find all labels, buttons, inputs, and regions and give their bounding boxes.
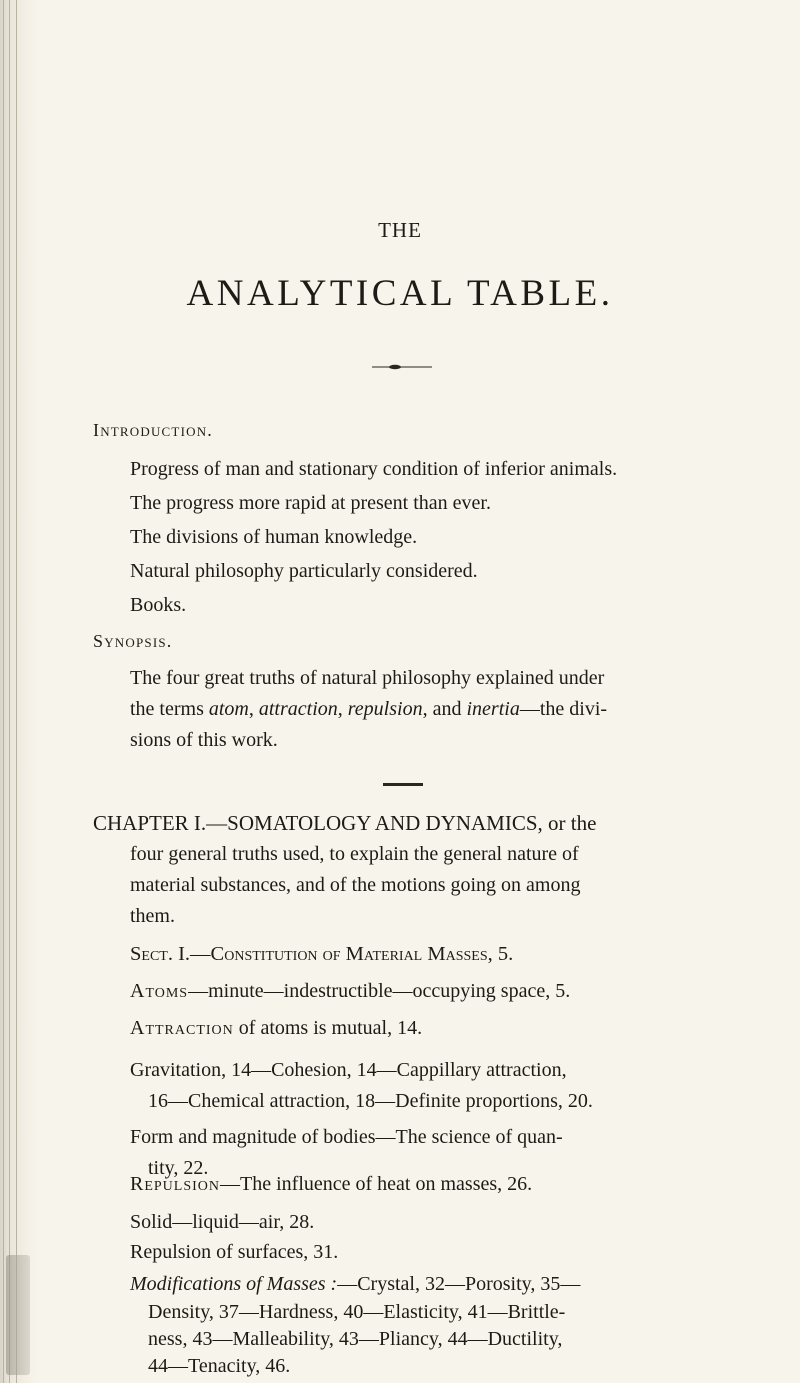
synopsis-line: the terms atom, attraction, repulsion, and inertia—the divi- bbox=[130, 698, 608, 720]
section-heading: Sect. I.—Constitution of Material Masses, 5. bbox=[130, 943, 514, 965]
gravitation-line: Gravitation, 14—Cohesion, 14—Cappillary attraction, bbox=[130, 1059, 567, 1081]
chapter-title: CHAPTER I.—SOMATOLOGY AND DYNAMICS, or the bbox=[93, 811, 597, 835]
chapter-line: them. bbox=[130, 905, 175, 927]
binding-shadow bbox=[6, 1255, 30, 1375]
introduction-item: The divisions of human knowledge. bbox=[130, 526, 418, 548]
solid-line: Solid—liquid—air, 28. bbox=[130, 1211, 315, 1233]
term-repulsion: repulsion bbox=[347, 698, 423, 720]
synopsis-heading: Synopsis. bbox=[93, 631, 173, 651]
gravitation-line: 16—Chemical attraction, 18—Definite proportions, 20. bbox=[148, 1090, 593, 1112]
attraction-entry: Attraction of atoms is mutual, 14. bbox=[130, 1017, 423, 1039]
page-edge-line bbox=[3, 0, 4, 1383]
modifications-line: 44—Tenacity, 46. bbox=[148, 1355, 291, 1377]
page-edge-line bbox=[16, 0, 17, 1383]
modifications-line: Density, 37—Hardness, 40—Elasticity, 41—Brittle- bbox=[148, 1301, 566, 1323]
atoms-entry: Atoms—minute—indestructible—occupying space, 5. bbox=[130, 980, 571, 1002]
synopsis-line: sions of this work. bbox=[130, 729, 278, 751]
page-gutter bbox=[0, 0, 38, 1383]
introduction-item: The progress more rapid at present than ever. bbox=[130, 492, 491, 514]
repulsion-entry: Repulsion—The influence of heat on masses, 26. bbox=[130, 1173, 533, 1195]
introduction-item: Progress of man and stationary condition of inferior animals. bbox=[130, 458, 618, 480]
chapter-line: four general truths used, to explain the general nature of bbox=[130, 843, 579, 865]
surfaces-line: Repulsion of surfaces, 31. bbox=[130, 1241, 339, 1263]
chapter-line: material substances, and of the motions going on among bbox=[130, 874, 581, 896]
modifications-line: ness, 43—Malleability, 43—Pliancy, 44—Ductility, bbox=[148, 1328, 563, 1350]
running-head: THE bbox=[378, 218, 422, 242]
form-line: tity, 22. bbox=[148, 1157, 209, 1179]
introduction-item: Natural philosophy particularly considered. bbox=[130, 560, 478, 582]
modifications-label: Modifications of Masses : bbox=[130, 1273, 338, 1295]
page-edge-line bbox=[9, 0, 10, 1383]
introduction-heading: Introduction. bbox=[93, 420, 213, 440]
form-line: Form and magnitude of bodies—The science of quan- bbox=[130, 1126, 563, 1148]
introduction-item: Books. bbox=[130, 594, 187, 616]
ornament-divider bbox=[372, 363, 432, 371]
section-rule bbox=[383, 783, 423, 786]
term-attraction: attraction bbox=[258, 698, 338, 720]
synopsis-line: The four great truths of natural philosophy explained under bbox=[130, 667, 605, 689]
term-inertia: inertia bbox=[466, 698, 520, 720]
page-title: ANALYTICAL TABLE. bbox=[186, 273, 614, 314]
modifications-line: Modifications of Masses :—Crystal, 32—Porosity, 35— bbox=[130, 1273, 581, 1295]
term-atom: atom bbox=[208, 698, 249, 720]
